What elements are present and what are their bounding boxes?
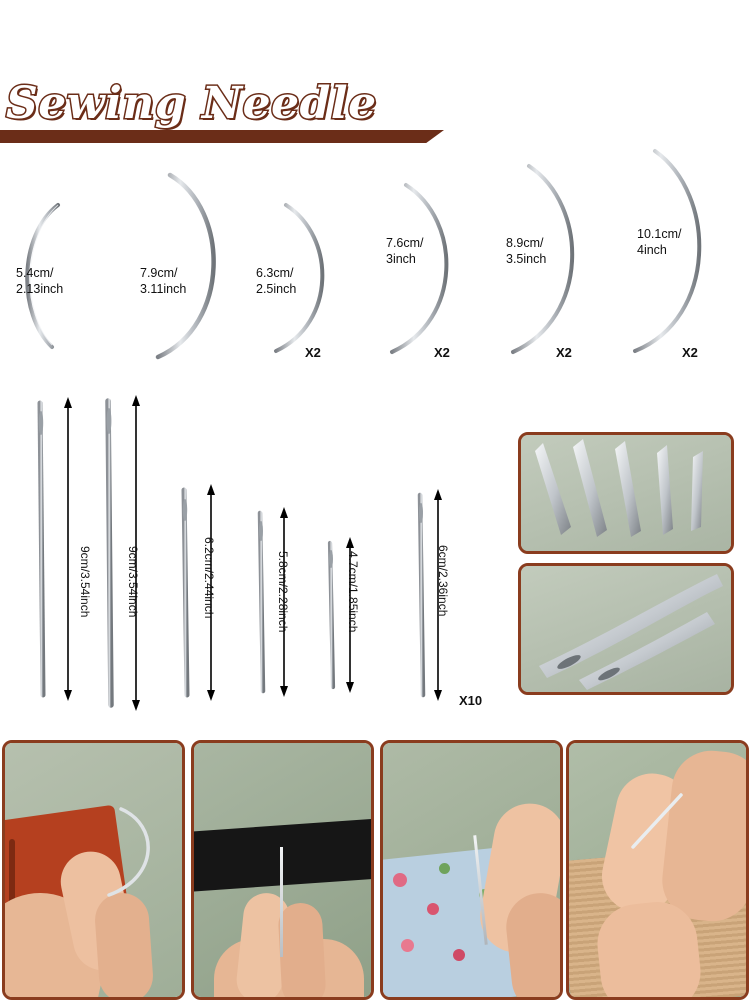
curved-needle-5-label: 8.9cm/ 3.5inch <box>506 236 547 266</box>
curved-needle-4 <box>360 175 470 375</box>
curved-needle-6-label: 10.1cm/ 4inch <box>637 227 682 257</box>
leather-stitching-photo <box>2 740 185 1000</box>
curved-needle-5-qty: X2 <box>556 345 572 360</box>
page-title <box>0 78 460 140</box>
curved-needle-6-qty: X2 <box>682 345 698 360</box>
curved-needle-4-qty: X2 <box>434 345 450 360</box>
straight-needle-6-label: 6cm/2.36inch <box>436 545 450 617</box>
straight-needle-4-label: 5.8cm/2.28inch <box>276 551 290 633</box>
title-label: Sewing Needle <box>6 78 377 129</box>
straight-needle-1-label: 9cm/3.54inch <box>78 546 92 618</box>
burlap-stitching-photo <box>566 740 749 1000</box>
curved-needle-3-label: 6.3cm/ 2.5inch <box>256 266 297 296</box>
straight-needle-3-label: 6.2cm/2.44inch <box>202 537 216 619</box>
floral-fabric-stitching-photo <box>380 740 563 1000</box>
straight-needle-5-label: 4.7cm/1.85inch <box>346 551 360 633</box>
title-banner-bar <box>0 130 444 143</box>
needle-tips-closeup <box>518 432 734 554</box>
needle-eyes-closeup <box>518 563 734 695</box>
black-fabric-stitching-photo <box>191 740 374 1000</box>
curved-needle-3-qty: X2 <box>305 345 321 360</box>
straight-needle-6-qty: X10 <box>459 693 483 708</box>
usage-photos-strip <box>0 740 750 1000</box>
curved-needle-1-label: 5.4cm/ 2.13inch <box>16 266 64 296</box>
straight-needle-2-label: 9cm/3.54inch <box>126 546 140 618</box>
curved-needle-4-label: 7.6cm/ 3inch <box>386 236 424 266</box>
curved-needle-2-label: 7.9cm/ 3.11inch <box>140 266 187 296</box>
